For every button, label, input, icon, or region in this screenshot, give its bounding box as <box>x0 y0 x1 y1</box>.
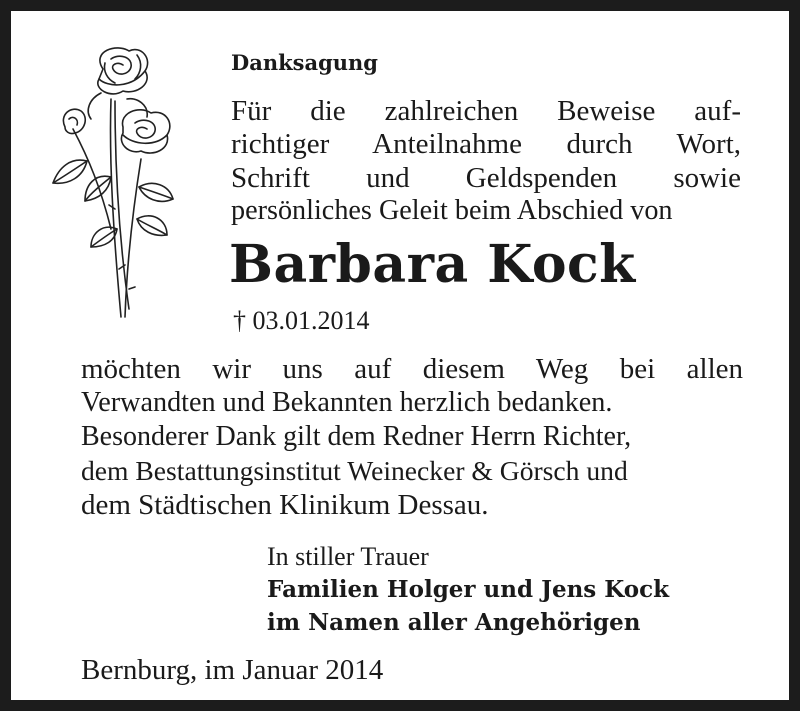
heading: Danksagung <box>231 50 378 75</box>
intro-line: Schrift und Geldspenden sowie <box>231 162 741 194</box>
rose-icon <box>41 39 181 324</box>
intro-line: Für die zahlreichen Beweise auf- <box>231 95 741 127</box>
body-line: Besonderer Dank gilt dem Redner Herrn Richter, <box>81 421 632 452</box>
place-date: Bernburg, im Januar 2014 <box>81 654 384 686</box>
body-line: dem Städtischen Klinikum Dessau. <box>81 489 489 521</box>
intro-line: richtiger Anteilnahme durch Wort, <box>231 128 741 160</box>
body-line: dem Bestattungsinstitut Weinecker & Görsch und <box>81 455 628 486</box>
families-line: Familien Holger und Jens Kock <box>267 576 670 603</box>
deceased-name: Barbara Kock <box>229 234 636 295</box>
relatives-line: im Namen aller Angehörigen <box>267 609 641 636</box>
mourning-line: In stiller Trauer <box>267 542 429 571</box>
body-line: möchten wir uns auf diesem Weg bei allen <box>81 353 743 385</box>
death-date: † 03.01.2014 <box>233 306 370 335</box>
body-line: Verwandten und Bekannten herzlich bedanken. <box>81 387 613 418</box>
intro-line: persönliches Geleit beim Abschied von <box>231 195 673 226</box>
